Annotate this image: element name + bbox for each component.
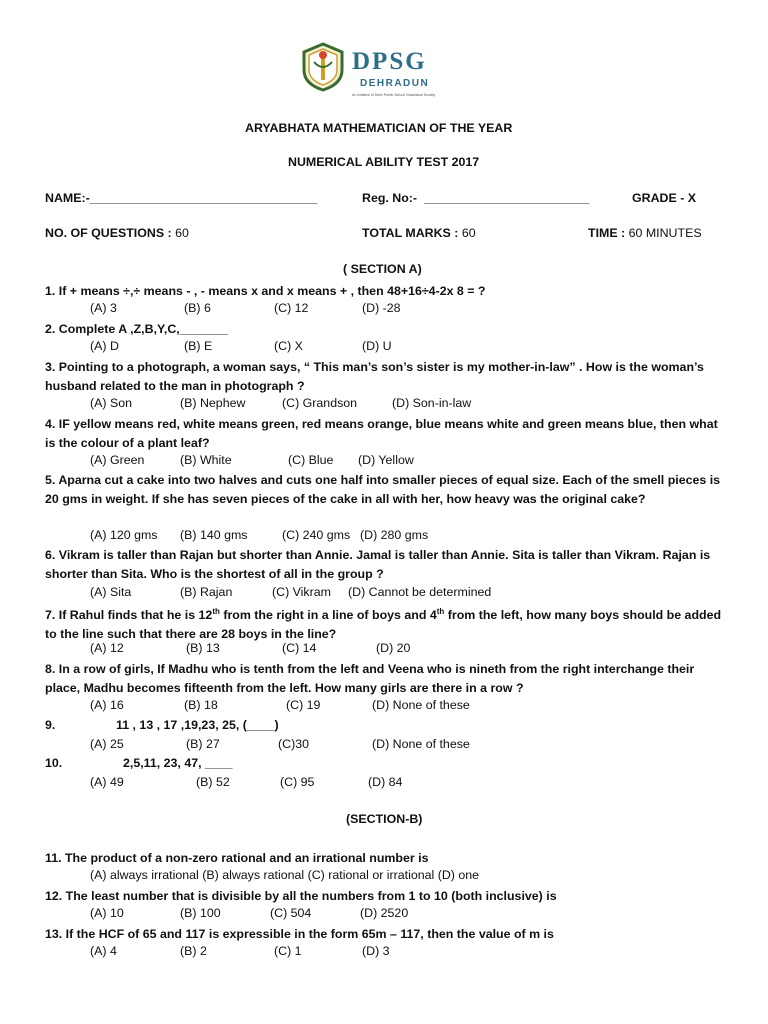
question-4: 4. IF yellow means red, white means green, red means orange, blue means white and green means blue, then what is the colour of a plant leaf? — [45, 417, 718, 450]
ordinal-suffix: th — [436, 607, 445, 616]
question-2: 2. Complete A ,Z,B,Y,C,_______ — [45, 322, 228, 336]
option[interactable]: (B) Nephew — [180, 396, 246, 410]
question-8: 8. In a row of girls, If Madhu who is tenth from the left and Veena who is nineth from the right interchange their place, Madhu becomes fifteenth from the left. How many girls are there in a row ? — [45, 662, 695, 695]
question-7-part-2: from the right in a line of boys and 4 — [219, 608, 437, 623]
option[interactable]: (B) 27 — [186, 737, 220, 751]
option[interactable]: (C) 12 — [274, 301, 309, 315]
time-value: 60 MINUTES — [628, 226, 702, 240]
option[interactable]: (C) 1 — [274, 944, 302, 958]
option[interactable]: (D) 2520 — [360, 906, 409, 920]
option[interactable]: (A) 10 — [90, 906, 124, 920]
option[interactable]: (A) Son — [90, 396, 133, 410]
option[interactable]: (D) 280 gms — [360, 528, 429, 542]
questions-label: NO. OF QUESTIONS : — [45, 226, 172, 240]
question-13: 13. If the HCF of 65 and 117 is expressible in the form 65m – 117, then the value of m is — [45, 927, 554, 941]
reg-field[interactable] — [362, 191, 589, 205]
option[interactable]: (D) None of these — [372, 698, 470, 712]
option[interactable]: (A) 120 gms — [90, 528, 158, 542]
logo-tagline: An initiative of Delhi Public School Ghaziabad Society — [352, 93, 436, 97]
option[interactable]: (B) Rajan — [180, 585, 233, 599]
question-10-number: 10. — [45, 756, 63, 770]
section-a-heading: ( SECTION A) — [343, 262, 422, 276]
option[interactable]: (A) D — [90, 339, 119, 353]
option[interactable]: (C)30 — [278, 737, 309, 751]
option[interactable]: (B) 100 — [180, 906, 221, 920]
option[interactable]: (B) 13 — [186, 641, 220, 655]
option[interactable]: (B) White — [180, 453, 232, 467]
question-5: 5. Aparna cut a cake into two halves and cuts one half into smaller pieces of equal size. Each of the smell pieces is 20 gms in weight. If she has seven pieces of the cake in all with her, how heavy was the original cake? — [45, 473, 721, 506]
question-7-part-3: from the left, how many boys should be added to the line such that there are 28 boys in the line? — [45, 608, 722, 641]
option[interactable]: (A) Sita — [90, 585, 132, 599]
option[interactable]: (A) 49 — [90, 775, 124, 789]
reg-blank: ________________________ — [423, 191, 590, 205]
question-count — [45, 226, 189, 240]
option[interactable]: (A) 12 — [90, 641, 124, 655]
option[interactable]: (C) 19 — [286, 698, 321, 712]
option[interactable]: (A) always irrational (B) always rational (C) rational or irrational (D) one — [90, 868, 480, 882]
question-1: 1. If + means ÷,÷ means - , - means x and x means + , then 48+16÷4-2x 8 = ? — [45, 284, 486, 298]
option[interactable]: (C) 240 gms — [282, 528, 351, 542]
marks-value: 60 — [461, 226, 476, 240]
school-crest-icon — [300, 42, 346, 92]
question-12: 12. The least number that is divisible by all the numbers from 1 to 10 (both inclusive) is — [45, 889, 557, 903]
option[interactable]: (D) U — [362, 339, 392, 353]
section-b-heading: (SECTION-B) — [346, 812, 423, 826]
option[interactable]: (B) 52 — [196, 775, 230, 789]
question-3: 3. Pointing to a photograph, a woman says, “ This man’s son’s sister is my mother-in-law” . How is the woman’s husband related to the man in photograph ? — [45, 360, 704, 393]
logo-name: DPSG — [352, 48, 427, 75]
logo-subname: DEHRADUN — [360, 78, 430, 89]
page-subtitle: NUMERICAL ABILITY TEST 2017 — [288, 155, 480, 169]
time-label: TIME : — [588, 226, 626, 240]
option[interactable]: (A) 16 — [90, 698, 124, 712]
option[interactable]: (C) X — [274, 339, 303, 353]
option[interactable]: (C) Grandson — [282, 396, 358, 410]
option[interactable]: (D) Yellow — [358, 453, 414, 467]
questions-value: 60 — [175, 226, 189, 240]
question-10: 2,5,11, 23, 47, ____ — [123, 756, 233, 770]
question-7 — [45, 603, 725, 643]
option[interactable]: (A) 3 — [90, 301, 117, 315]
marks-label: TOTAL MARKS : — [362, 226, 459, 240]
option[interactable]: (C) 14 — [282, 641, 317, 655]
option[interactable]: (C) Blue — [288, 453, 334, 467]
grade-label: GRADE - X — [632, 191, 697, 205]
option[interactable]: (B) E — [184, 339, 213, 353]
option[interactable]: (A) 25 — [90, 737, 124, 751]
option[interactable]: (D) 84 — [368, 775, 403, 789]
option[interactable]: (D) Cannot be determined — [348, 585, 492, 599]
school-logo — [300, 42, 436, 97]
option[interactable]: (D) Son-in-law — [392, 396, 472, 410]
question-11: 11. The product of a non-zero rational and an irrational number is — [45, 851, 429, 865]
option[interactable]: (C) 504 — [270, 906, 312, 920]
option[interactable]: (B) 18 — [184, 698, 218, 712]
option[interactable]: (A) 4 — [90, 944, 117, 958]
option[interactable]: (C) Vikram — [272, 585, 331, 599]
total-marks — [362, 226, 476, 240]
question-9: 11 , 13 , 17 ,19,23, 25, (____) — [116, 718, 279, 732]
question-7-part-1: 7. If Rahul finds that he is 12 — [45, 608, 213, 623]
question-9-number: 9. — [45, 718, 56, 732]
option[interactable]: (C) 95 — [280, 775, 315, 789]
option[interactable]: (D) 20 — [376, 641, 411, 655]
reg-label: Reg. No:- — [362, 191, 418, 205]
time-info — [588, 226, 702, 240]
name-blank: _________________________________ — [89, 191, 318, 205]
name-field[interactable] — [45, 191, 317, 205]
option[interactable]: (A) Green — [90, 453, 145, 467]
page-title: ARYABHATA MATHEMATICIAN OF THE YEAR — [245, 121, 513, 135]
option[interactable]: (B) 2 — [180, 944, 207, 958]
option[interactable]: (B) 6 — [184, 301, 211, 315]
option[interactable]: (B) 140 gms — [180, 528, 248, 542]
question-6: 6. Vikram is taller than Rajan but shorter than Annie. Jamal is taller than Annie. Sita is taller than Vikram. Rajan is shorter than Sita. Who is the shortest of all in the group ? — [45, 548, 711, 581]
option[interactable]: (D) 3 — [362, 944, 390, 958]
option[interactable]: (D) -28 — [362, 301, 401, 315]
name-label: NAME:- — [45, 191, 90, 205]
option[interactable]: (D) None of these — [372, 737, 470, 751]
ordinal-suffix: th — [212, 607, 220, 616]
